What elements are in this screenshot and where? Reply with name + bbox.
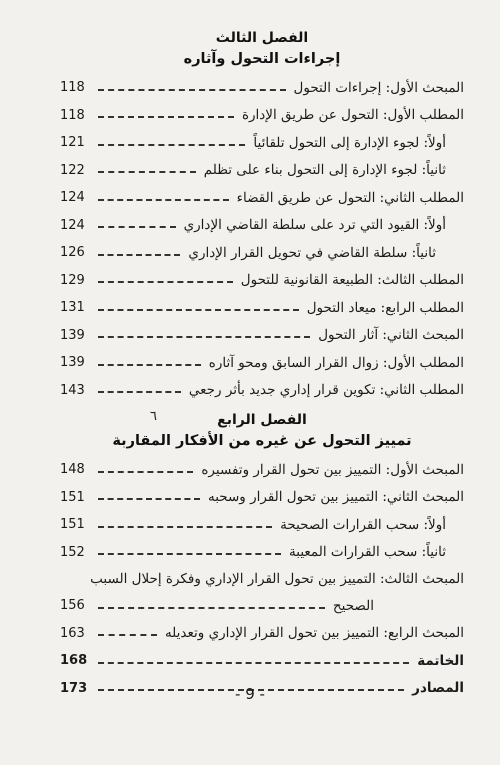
toc-entry-label: أولاً: القيود التي ترد على سلطة القاضي الإداري: [183, 217, 446, 234]
dot-leader: [98, 526, 272, 528]
toc-entry: [60, 267, 464, 295]
toc-entry-label: المبحث الثاني: التمييز بين تحول القرار وسحبه: [207, 489, 464, 506]
toc-entry-label: ثانياً: لجوء الإدارة إلى التحول بناء على تظلم: [203, 162, 446, 179]
toc-entry: [60, 377, 464, 405]
dot-leader: [98, 607, 325, 609]
toc-entry-page: 148: [60, 462, 85, 478]
toc-entry: [60, 620, 464, 648]
toc-entry: [60, 647, 464, 675]
toc-entry: [60, 511, 464, 539]
toc-entry-label: المطلب الرابع: ميعاد التحول: [306, 299, 464, 316]
toc-entry-page: 124: [60, 190, 85, 206]
dot-leader: [98, 144, 245, 146]
toc-entry-label: المبحث الرابع: التمييز بين تحول القرار الإداري وتعديله: [164, 625, 464, 642]
dot-leader: [98, 553, 281, 555]
dot-leader: [98, 116, 234, 118]
toc-entry-label: المبحث الأول: التمييز بين تحول القرار وتفسيره: [201, 461, 464, 478]
toc-entry-wrapped: [60, 566, 464, 620]
toc-entry-label: ثانياً: سحب القرارات المعيبة: [289, 544, 446, 561]
toc-entry-page: 139: [60, 355, 85, 371]
toc-entry-page: 118: [60, 80, 85, 96]
dot-leader: [98, 89, 286, 91]
dot-leader: [98, 254, 180, 256]
dot-leader: [98, 471, 193, 473]
chapter-4-section: [60, 410, 464, 702]
toc-entry-page: 151: [60, 489, 85, 505]
toc-entry-label: أولاً: لجوء الإدارة إلى التحول تلقائياً: [253, 134, 446, 151]
toc-entry-page: 126: [60, 245, 85, 261]
toc-entry: [60, 456, 464, 484]
toc-entry-page: 151: [60, 517, 85, 533]
toc-entry-page: 156: [60, 598, 85, 614]
toc-entry-page: 139: [60, 327, 85, 343]
dot-leader: [98, 391, 181, 393]
marginal-note: ٦: [150, 409, 157, 424]
page-number: - 9 -: [235, 685, 265, 703]
toc-entry-label: الخاتمة: [417, 652, 464, 669]
toc-entry-label-line1: المبحث الثالث: التمييز بين تحول القرار الإداري وفكرة إحلال السبب: [90, 571, 464, 587]
toc-entry-label: المطلب الثالث: الطبيعة القانونية للتحول: [240, 272, 464, 289]
toc-entry: [60, 349, 464, 377]
toc-entry-page: 131: [60, 300, 85, 316]
toc-entry-page: 122: [60, 162, 85, 178]
toc-entry: [60, 212, 464, 240]
dot-leader: [98, 199, 229, 201]
dot-leader: [98, 634, 157, 636]
chapter-4-title: تمييز التحول عن غيره من الأفكار المقاربة: [112, 433, 412, 449]
toc-entry-page: 143: [60, 382, 85, 398]
toc-entry: [60, 539, 464, 567]
toc-entry: [60, 74, 464, 102]
dot-leader: [98, 662, 409, 664]
toc-entry-page: 168: [60, 653, 88, 669]
chapter-3-title: إجراءات التحول وآثاره: [183, 51, 341, 67]
dot-leader: [98, 498, 200, 500]
toc-entry: [60, 484, 464, 512]
toc-entry-label: المطلب الثاني: التحول عن طريق القضاء: [236, 189, 464, 206]
toc-entry: [60, 322, 464, 350]
dot-leader: [98, 171, 196, 173]
toc-entry-label: المطلب الأول: زوال القرار السابق ومحو آثاره: [208, 354, 464, 371]
toc-entry-page: 129: [60, 272, 85, 288]
toc-entry-page: 118: [60, 107, 85, 123]
dot-leader: [98, 336, 310, 338]
toc-entry-page: 124: [60, 217, 85, 233]
toc-entry: [60, 294, 464, 322]
toc-entry-continuation: [60, 592, 464, 620]
dot-leader: [98, 281, 233, 283]
toc-entry: [60, 157, 464, 185]
toc-entry-label: المبحث الثاني: آثار التحول: [318, 327, 464, 344]
toc-entry-label: المصادر: [412, 680, 464, 697]
dot-leader: [98, 226, 176, 228]
toc-entry-page: 173: [60, 680, 88, 696]
toc-entry-label: المطلب الأول: التحول عن طريق الإدارة: [241, 107, 464, 124]
toc-entry-page: 152: [60, 544, 85, 560]
toc-entry-page: 163: [60, 625, 85, 641]
toc-entry-page: 121: [60, 135, 85, 151]
toc-entry: [60, 184, 464, 212]
toc-entry-label: المطلب الثاني: تكوين قرار إداري جديد بأثر رجعي: [188, 382, 464, 399]
chapter-3-heading: الفصل الثالث: [215, 30, 309, 46]
chapter-4-heading: الفصل الرابع: [217, 412, 307, 428]
toc-entry: [60, 102, 464, 130]
toc-entry: [60, 129, 464, 157]
toc-entry-label: أولاً: سحب القرارات الصحيحة: [280, 516, 446, 533]
toc-entry-label: المبحث الأول: إجراءات التحول: [293, 79, 464, 96]
dot-leader: [98, 364, 201, 366]
toc-entry-label: ثانياً: سلطة القاضي في تحويل القرار الإداري: [188, 244, 436, 261]
toc-entry: [60, 239, 464, 267]
dot-leader: [98, 309, 299, 311]
toc-entry-label-line2: الصحيح: [332, 597, 374, 614]
